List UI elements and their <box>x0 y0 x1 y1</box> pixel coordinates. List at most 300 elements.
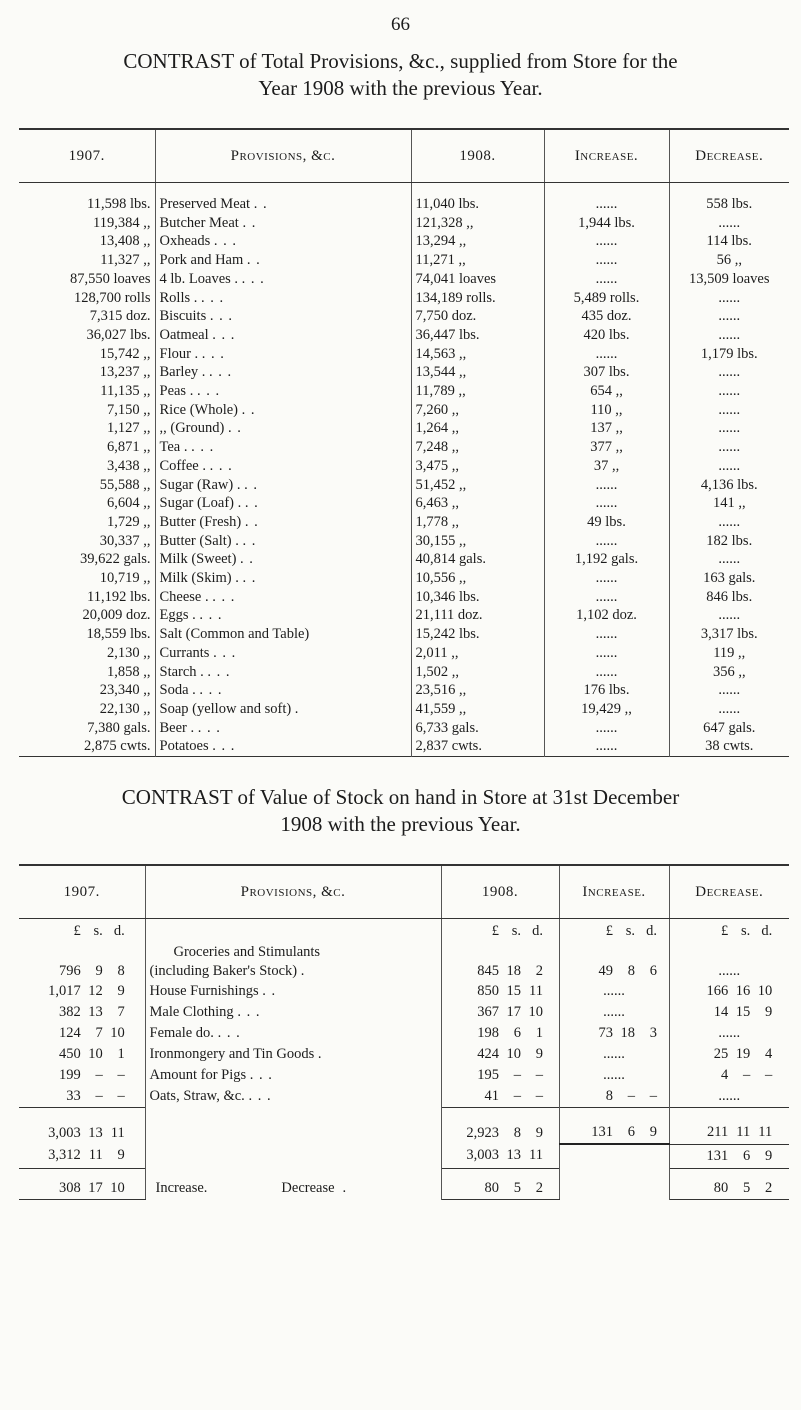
value-1908 <box>441 1023 559 1044</box>
qty-1907: 2,875 cwts. <box>19 737 155 756</box>
increase-value: 19,429 ,, <box>544 700 669 719</box>
qty-1907: 6,604 ,, <box>19 494 155 513</box>
unit-pence: d. <box>646 922 657 939</box>
item-cell <box>145 943 441 981</box>
increase-value: 1,944 lbs. <box>544 214 669 233</box>
qty-1908: 2,837 cwts. <box>411 737 544 756</box>
decrease-value: 119 ,, <box>713 644 746 661</box>
stock-value-table <box>19 864 789 1200</box>
item-cell <box>155 438 411 457</box>
value-1908-shillings: 17 <box>506 1004 521 1020</box>
increase-value: 420 lbs. <box>544 326 669 345</box>
item-cell <box>145 981 441 1002</box>
table-row <box>19 532 789 551</box>
qty-1908: 1,264 ,, <box>411 419 544 438</box>
item-name: Potatoes <box>159 738 209 755</box>
value-1908-shillings: – <box>513 1067 521 1083</box>
label-decrease: Decrease <box>281 1180 335 1196</box>
decrease-value: ...... <box>718 308 741 325</box>
increase-value: 37 ,, <box>544 457 669 476</box>
currency-units <box>669 919 789 944</box>
qty-1907: 23,340 ,, <box>19 681 155 700</box>
table-row <box>19 625 789 644</box>
qty-1907: 1,127 ,, <box>19 419 155 438</box>
increase-value: ...... <box>544 663 669 682</box>
value-1908-pence: – <box>535 1067 543 1083</box>
net-1908-pence: 2 <box>535 1179 543 1196</box>
header-provisions: Provisions, &c. <box>145 866 441 919</box>
value-1907 <box>19 981 145 1002</box>
net-decrease-pounds: 80 <box>713 1179 729 1196</box>
prior-total-1908 <box>441 1144 559 1168</box>
qty-1907: 1,729 ,, <box>19 513 155 532</box>
decrease-value: ...... <box>718 457 741 474</box>
increase-value <box>559 1086 669 1108</box>
table-row <box>19 1086 789 1108</box>
increase-value: ...... <box>559 1002 669 1023</box>
leader-dots: . . <box>242 570 257 587</box>
qty-1908: 121,328 ,, <box>411 214 544 233</box>
increase-value: ...... <box>544 588 669 607</box>
qty-1908: 7,750 doz. <box>411 307 544 326</box>
qty-1908: 1,502 ,, <box>411 663 544 682</box>
increase-value-shillings: 18 <box>620 1025 635 1041</box>
item-cell <box>155 419 411 438</box>
net-1908-pounds: 80 <box>484 1179 499 1196</box>
item-name: Currants <box>159 644 210 661</box>
total-1908-pence: 9 <box>535 1124 543 1141</box>
table-row <box>19 494 789 513</box>
value-1907-pence: – <box>117 1088 125 1104</box>
qty-1907: 6,871 ,, <box>19 438 155 457</box>
value-1907-pence: 1 <box>117 1046 125 1062</box>
item-cell <box>155 700 411 719</box>
increase-value <box>559 1023 669 1044</box>
decrease-value: 13,509 loaves <box>688 270 770 287</box>
item-name: Rolls . <box>159 289 198 306</box>
value-1907-shillings: 10 <box>88 1046 103 1062</box>
value-1908 <box>441 1044 559 1065</box>
decrease-value: ...... <box>718 364 741 381</box>
item-name: Tea . <box>159 439 188 456</box>
item-name: Sugar (Loaf) . <box>159 495 242 512</box>
value-1907-pounds: 199 <box>59 1067 81 1083</box>
subtotal-row <box>19 1108 789 1145</box>
decrease-value: 163 gals. <box>703 570 756 587</box>
qty-1908: 11,271 ,, <box>411 251 544 270</box>
value-1907-pounds: 382 <box>59 1004 81 1020</box>
table-row <box>19 326 789 345</box>
increase-value: 1,192 gals. <box>544 550 669 569</box>
units-row <box>19 919 789 944</box>
table-row <box>19 737 789 756</box>
unit-pounds: £ <box>605 922 613 939</box>
item-cell <box>155 289 411 308</box>
decrease-value: ...... <box>718 420 741 437</box>
decrease-value: ...... <box>718 700 741 717</box>
increase-value: 654 ,, <box>544 382 669 401</box>
leader-dots: . . . <box>201 289 225 306</box>
table2-title-line1: CONTRAST of Value of Stock on hand in Store at 31st December <box>121 785 680 809</box>
item-name: Coffee . <box>159 457 206 474</box>
header-decrease: Decrease. <box>669 130 789 183</box>
value-1907 <box>19 1002 145 1023</box>
table-row <box>19 588 789 607</box>
table-row <box>19 700 789 719</box>
increase-value: ...... <box>544 644 669 663</box>
value-1908 <box>441 1065 559 1086</box>
item-cell <box>155 513 411 532</box>
leader-dots: . . . <box>249 1067 273 1083</box>
table-row <box>19 419 789 438</box>
currency-units <box>441 919 559 944</box>
decrease-value: 558 lbs. <box>706 196 753 212</box>
decrease-value: ...... <box>718 551 741 568</box>
leader-dots: . . . <box>207 663 231 680</box>
item-name: ,, (Ground) <box>159 420 225 437</box>
item-cell <box>155 232 411 251</box>
increase-value-pence: – <box>649 1088 657 1104</box>
item-cell <box>155 401 411 420</box>
leader-dots: . <box>317 1046 323 1062</box>
value-1907 <box>19 1086 145 1108</box>
qty-1908: 7,248 ,, <box>411 438 544 457</box>
value-1907-shillings: 7 <box>95 1025 103 1041</box>
leader-dots: . . . <box>241 270 265 287</box>
prior-total-1907-shillings: 11 <box>88 1147 103 1164</box>
value-1908 <box>441 1002 559 1023</box>
increase-value: ...... <box>544 532 669 551</box>
table-row <box>19 550 789 569</box>
leader-dots: . . . <box>217 1025 241 1041</box>
increase-value-shillings: 8 <box>627 963 635 979</box>
qty-1907: 36,027 lbs. <box>19 326 155 345</box>
table-row <box>19 382 789 401</box>
value-1908-pounds: 41 <box>484 1088 499 1104</box>
decrease-value-pounds: 14 <box>713 1004 729 1020</box>
leader-dots: . . <box>253 196 268 212</box>
increase-value: 307 lbs. <box>544 363 669 382</box>
header-1907: 1907. <box>19 866 145 919</box>
decrease-value-pounds: 4 <box>721 1067 729 1083</box>
table-row <box>19 363 789 382</box>
increase-value: ...... <box>544 494 669 513</box>
increase-value: 110 ,, <box>544 401 669 420</box>
net-decrease <box>669 1168 789 1199</box>
qty-1908: 7,260 ,, <box>411 401 544 420</box>
decrease-value: 356 ,, <box>712 663 746 680</box>
item-cell <box>155 183 411 214</box>
item-name: House Furnishings <box>149 983 259 999</box>
unit-pounds: £ <box>721 922 729 939</box>
item-name: Butcher Meat <box>159 214 239 231</box>
leader-dots: . . . <box>191 439 215 456</box>
qty-1908: 134,189 rolls. <box>411 289 544 308</box>
value-1907-shillings: 9 <box>95 963 103 979</box>
value-1908-pence: 10 <box>528 1004 543 1020</box>
decrease-value: ...... <box>718 326 741 343</box>
leader-dots: . . <box>244 476 258 493</box>
value-1908-pence: 9 <box>535 1046 543 1062</box>
header-increase: Increase. <box>544 130 669 183</box>
total-decrease-shillings: 11 <box>736 1124 751 1141</box>
value-1907-pounds: 33 <box>66 1088 81 1104</box>
offset-increase-shillings: 6 <box>743 1147 751 1164</box>
increase-value-pence: 3 <box>649 1025 657 1041</box>
leader-dots: . . . <box>199 682 223 699</box>
leader-dots: . . . <box>213 644 237 661</box>
item-name: Oats, Straw, &c. <box>149 1088 245 1105</box>
decrease-value: 1,179 lbs. <box>700 345 758 362</box>
decrease-value-pounds: 25 <box>713 1046 729 1062</box>
qty-1907: 128,700 rolls <box>19 289 155 308</box>
item-name: Peas . <box>159 383 194 400</box>
increase-value: ...... <box>544 476 669 495</box>
leader-dots: . . <box>242 532 257 549</box>
item-cell <box>155 457 411 476</box>
item-name: Groceries and Stimulants <box>173 944 321 960</box>
offset-increase <box>669 1144 789 1168</box>
decrease-value: ...... <box>718 439 741 456</box>
decrease-value-pence: 10 <box>757 983 773 999</box>
value-1907-pence: 7 <box>117 1004 125 1020</box>
qty-1907: 1,858 ,, <box>19 663 155 682</box>
item-cell <box>145 1044 441 1065</box>
qty-1908: 51,452 ,, <box>411 476 544 495</box>
decrease-value: ...... <box>718 383 741 400</box>
decrease-value: ...... <box>718 607 741 624</box>
value-1907-pounds: 796 <box>59 963 81 979</box>
net-1907-pounds: 308 <box>59 1179 81 1196</box>
table1-title-line1: CONTRAST of Total Provisions, &c., supplied from Store for the <box>123 49 678 73</box>
leader-dots: . . <box>244 495 259 512</box>
table-row <box>19 681 789 700</box>
table-row <box>19 476 789 495</box>
item-name: Ironmongery and Tin Goods <box>149 1046 315 1062</box>
item-cell <box>155 494 411 513</box>
item-cell <box>155 681 411 700</box>
total-1908-shillings: 8 <box>513 1124 521 1141</box>
qty-1907: 55,588 ,, <box>19 476 155 495</box>
total-increase-pence: 9 <box>649 1124 657 1140</box>
unit-pounds: £ <box>73 922 81 939</box>
value-1908-pounds: 845 <box>477 963 499 979</box>
value-1908-pounds: 198 <box>477 1025 499 1041</box>
decrease-value: 141 ,, <box>712 495 746 512</box>
table1-title-line2: Year 1908 with the previous Year. <box>258 76 543 100</box>
decrease-value: ...... <box>718 682 741 699</box>
decrease-value: 38 cwts. <box>705 738 754 755</box>
provisions-table <box>19 128 789 757</box>
header-provisions: Provisions, &c. <box>155 130 411 183</box>
header-decrease: Decrease. <box>669 866 789 919</box>
total-decrease <box>669 1108 789 1145</box>
value-1908-pence: 1 <box>535 1025 543 1041</box>
increase-value: ...... <box>544 719 669 738</box>
table2-title-line2: 1908 with the previous Year. <box>280 812 521 836</box>
increase-value-pence: 6 <box>649 963 657 979</box>
value-1907 <box>19 1065 145 1086</box>
increase-value: ...... <box>544 345 669 364</box>
table-row <box>19 1023 789 1044</box>
header-1908: 1908. <box>411 130 544 183</box>
total-increase-pounds: 131 <box>591 1124 613 1140</box>
item-cell <box>155 644 411 663</box>
decrease-value: ...... <box>718 214 741 231</box>
leader-dots: . . . <box>237 1004 261 1020</box>
item-name: 4 lb. Loaves . <box>159 270 239 287</box>
value-1908-pounds: 424 <box>477 1046 499 1062</box>
item-name: Preserved Meat <box>159 196 251 212</box>
item-name: Sugar (Raw) . <box>159 476 241 493</box>
table-row <box>19 663 789 682</box>
leader-dots: . . <box>241 401 256 418</box>
increase-value: 49 lbs. <box>544 513 669 532</box>
table-row <box>19 345 789 364</box>
qty-1908: 3,475 ,, <box>411 457 544 476</box>
qty-1907: 18,559 lbs. <box>19 625 155 644</box>
decrease-value: 846 lbs. <box>706 588 753 605</box>
table-row <box>19 438 789 457</box>
item-cell <box>155 588 411 607</box>
unit-shillings: s. <box>740 922 751 939</box>
item-cell <box>155 625 411 644</box>
leader-dots: . . . <box>209 308 233 325</box>
decrease-value-pounds: 166 <box>706 983 729 999</box>
value-1907-pounds: 450 <box>59 1046 81 1062</box>
qty-1908: 6,463 ,, <box>411 494 544 513</box>
item-name: Barley . <box>159 364 206 381</box>
unit-shillings: s. <box>625 922 635 939</box>
table2-title <box>0 784 801 838</box>
decrease-value-pence: – <box>765 1067 773 1083</box>
qty-1908: 21,111 doz. <box>411 606 544 625</box>
table1-title <box>0 48 801 102</box>
item-name: Biscuits <box>159 308 207 325</box>
table-row <box>19 1065 789 1086</box>
increase-value: 435 doz. <box>544 307 669 326</box>
item-name: Rice (Whole) <box>159 401 239 418</box>
decrease-value <box>669 1044 789 1065</box>
table-row <box>19 606 789 625</box>
item-name: Butter (Fresh) <box>159 513 242 530</box>
item-cell <box>145 1002 441 1023</box>
qty-1908: 13,544 ,, <box>411 363 544 382</box>
unit-pence: d. <box>761 922 773 939</box>
table-row <box>19 251 789 270</box>
decrease-value: ...... <box>718 1025 741 1041</box>
qty-1907: 10,719 ,, <box>19 569 155 588</box>
total-1908 <box>441 1108 559 1145</box>
increase-value-pounds: 73 <box>598 1025 613 1041</box>
increase-value: 5,489 rolls. <box>544 289 669 308</box>
net-1908-shillings: 5 <box>513 1179 521 1196</box>
item-cell <box>155 363 411 382</box>
item-name: Flour . <box>159 345 199 362</box>
table-row <box>19 270 789 289</box>
qty-1908: 11,040 lbs. <box>411 183 544 214</box>
value-1907-pounds: 1,017 <box>48 983 81 999</box>
value-1907-shillings: 13 <box>88 1004 103 1020</box>
total-decrease-pence: 11 <box>758 1124 773 1141</box>
prior-total-1907-pounds: 3,312 <box>48 1147 81 1164</box>
decrease-value-shillings: – <box>743 1067 751 1083</box>
decrease-value: ...... <box>718 289 741 306</box>
decrease-value: ...... <box>718 513 741 530</box>
increase-value: 176 lbs. <box>544 681 669 700</box>
item-name: Soap (yellow and soft) . <box>159 700 299 717</box>
decrease-value-shillings: 15 <box>735 1004 751 1020</box>
item-name: Milk (Sweet) <box>159 551 237 568</box>
leader-dots: . <box>300 963 306 979</box>
leader-dots: . . <box>242 214 257 231</box>
total-increase-shillings: 6 <box>627 1124 635 1140</box>
decrease-value: 182 lbs. <box>706 532 753 549</box>
qty-1907: 11,192 lbs. <box>19 588 155 607</box>
table-row <box>19 183 789 214</box>
increase-value-shillings: – <box>627 1088 635 1104</box>
item-name: Pork and Ham <box>159 252 244 269</box>
leader-dots: . . . <box>212 326 236 343</box>
currency-units <box>559 919 669 944</box>
item-name: Oxheads <box>159 233 211 250</box>
increase-value: 137 ,, <box>544 419 669 438</box>
offset-increase-pounds: 131 <box>706 1147 729 1164</box>
value-1907-shillings: 12 <box>88 983 103 999</box>
item-name: Cheese . <box>159 588 209 605</box>
table-row <box>19 457 789 476</box>
total-1907-pounds: 3,003 <box>48 1124 81 1141</box>
qty-1908: 74,041 loaves <box>411 270 544 289</box>
qty-1908: 23,516 ,, <box>411 681 544 700</box>
net-1908 <box>441 1168 559 1199</box>
qty-1907: 13,408 ,, <box>19 232 155 251</box>
increase-value: 1,102 doz. <box>544 606 669 625</box>
qty-1907: 20,009 doz. <box>19 606 155 625</box>
value-1907-pence: – <box>117 1067 125 1083</box>
leader-dots: . . . <box>212 738 236 755</box>
value-1907 <box>19 1044 145 1065</box>
leader-dots: . . <box>262 983 277 999</box>
item-cell <box>155 737 411 756</box>
increase-value <box>559 943 669 981</box>
value-1908-shillings: 15 <box>506 983 521 999</box>
leader-dots: . . . <box>197 719 221 736</box>
leader-dots: . . . <box>213 233 237 250</box>
table-row <box>19 289 789 308</box>
item-name: Oatmeal <box>159 326 209 343</box>
unit-pounds: £ <box>491 922 499 939</box>
item-name: Butter (Salt) . <box>159 532 239 549</box>
decrease-value: 114 lbs. <box>706 233 752 250</box>
value-1908-pence: 11 <box>529 983 543 999</box>
value-1908 <box>441 981 559 1002</box>
qty-1908: 10,556 ,, <box>411 569 544 588</box>
prior-total-1908-pounds: 3,003 <box>466 1147 499 1164</box>
table-row <box>19 1044 789 1065</box>
total-decrease-pounds: 211 <box>707 1124 729 1141</box>
item-cell <box>145 1086 441 1108</box>
value-1908-pence: 2 <box>535 963 543 979</box>
qty-1908: 15,242 lbs. <box>411 625 544 644</box>
item-cell <box>155 214 411 233</box>
page-number: 66 <box>391 14 410 35</box>
value-1907-shillings: – <box>95 1088 103 1104</box>
decrease-value-shillings: 19 <box>735 1046 751 1062</box>
value-1908-shillings: 10 <box>506 1046 521 1062</box>
unit-shillings: s. <box>511 922 521 939</box>
value-1908-shillings: 6 <box>513 1025 521 1041</box>
